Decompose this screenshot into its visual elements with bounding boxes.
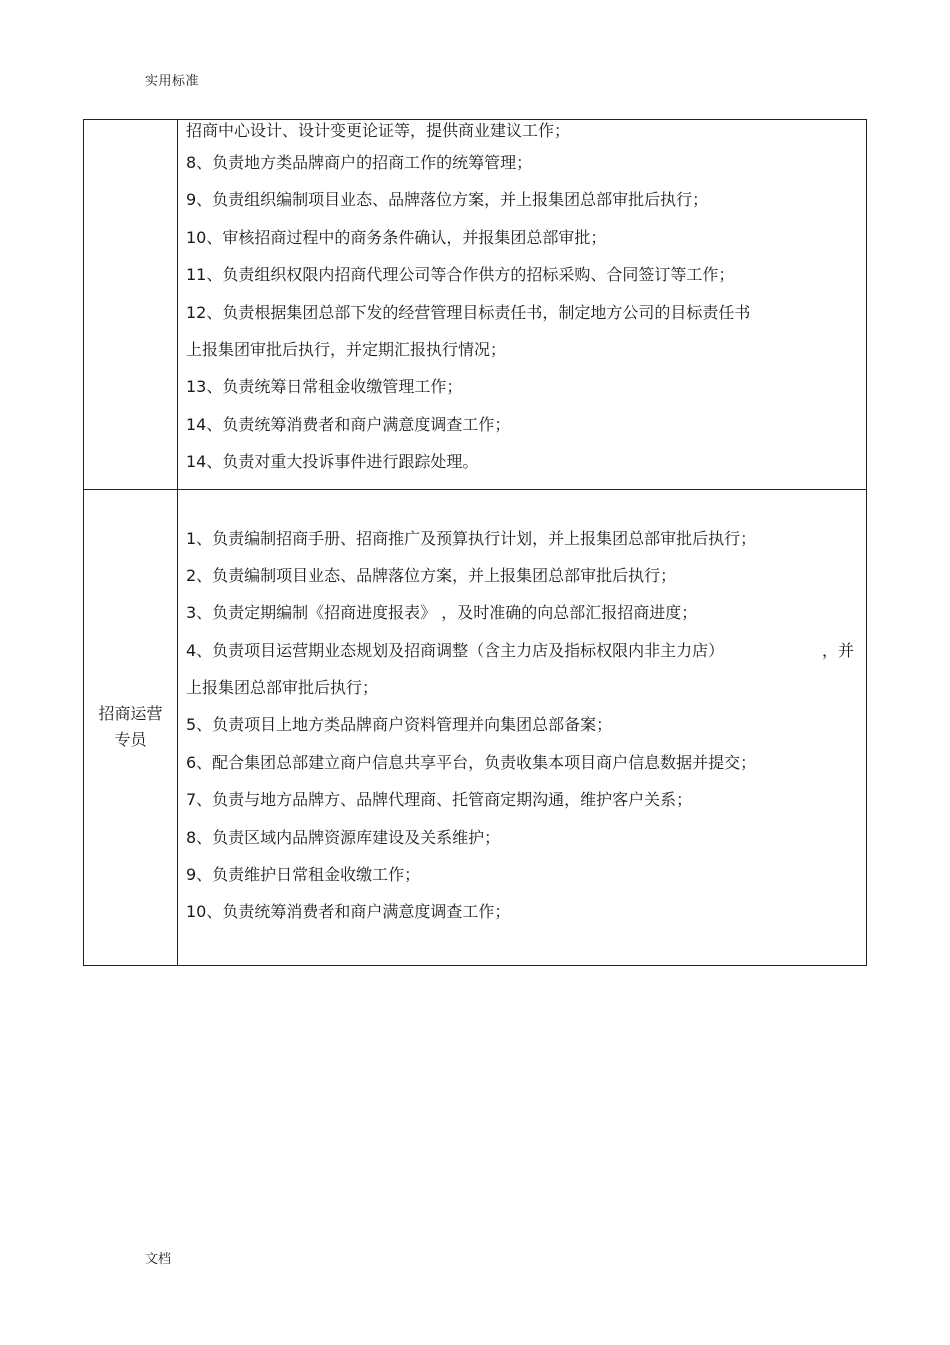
duty-item: 10、审核招商过程中的商务条件确认，并报集团总部审批； — [186, 227, 607, 247]
duty-item: 13、负责统筹日常租金收缴管理工作； — [186, 377, 463, 397]
duty-list — [178, 490, 866, 965]
page-header: 实用标准 — [145, 74, 200, 89]
page-footer: 文档 — [145, 1252, 172, 1267]
duty-item: 招商中心设计、设计变更论证等，提供商业建议工作； — [186, 121, 571, 140]
role-title-line2: 专员 — [114, 730, 147, 750]
duty-item: 8、负责区域内品牌资源库建设及关系维护； — [186, 827, 501, 847]
role-title-line1: 招商运营 — [98, 704, 163, 724]
duty-item-text: 4、负责项目运营期业态规划及招商调整（含主力店及指标权限内非主力店） — [186, 640, 725, 660]
duty-item: 2、负责编制项目业态、品牌落位方案，并上报集团总部审批后执行； — [186, 565, 677, 585]
duty-item: 上报集团审批后执行，并定期汇报执行情况； — [186, 339, 507, 359]
role-cell — [84, 489, 178, 965]
duty-item: 5、负责项目上地方类品牌商户资料管理并向集团总部备案； — [186, 715, 613, 735]
duty-item: 上报集团总部审批后执行； — [186, 678, 379, 698]
duty-item: 3、负责定期编制《招商进度报表》 ，及时准确的向总部汇报招商进度； — [186, 603, 698, 623]
duty-item-tail: ，并 — [821, 640, 854, 660]
duty-item: 9、负责维护日常租金收缴工作； — [186, 865, 421, 885]
duty-item: 14、负责统筹消费者和商户满意度调查工作； — [186, 414, 511, 434]
duties-cell — [178, 489, 867, 965]
role-cell — [84, 120, 178, 490]
duty-item: 1、负责编制招商手册、招商推广及预算执行计划，并上报集团总部审批后执行； — [186, 528, 757, 548]
duty-item — [178, 632, 866, 669]
duty-table — [83, 119, 867, 966]
duty-item: 12、负责根据集团总部下发的经营管理目标责任书，制定地方公司的目标责任书 — [186, 302, 751, 322]
duty-item: 10、负责统筹消费者和商户满意度调查工作； — [186, 902, 511, 922]
duty-item: 9、负责组织编制项目业态、品牌落位方案，并上报集团总部审批后执行； — [186, 190, 709, 210]
duty-list — [178, 120, 866, 489]
table-row — [84, 120, 867, 490]
table-row — [84, 489, 867, 965]
duty-item: 11、负责组织权限内招商代理公司等合作供方的招标采购、合同签订等工作； — [186, 265, 735, 285]
duties-cell — [178, 120, 867, 490]
duty-item: 14、负责对重大投诉事件进行跟踪处理。 — [186, 452, 479, 472]
duty-item: 8、负责地方类品牌商户的招商工作的统筹管理； — [186, 153, 533, 172]
duty-item: 7、负责与地方品牌方、品牌代理商、托管商定期沟通，维护客户关系； — [186, 790, 693, 810]
duty-item: 6、配合集团总部建立商户信息共享平台，负责收集本项目商户信息数据并提交； — [186, 752, 757, 772]
